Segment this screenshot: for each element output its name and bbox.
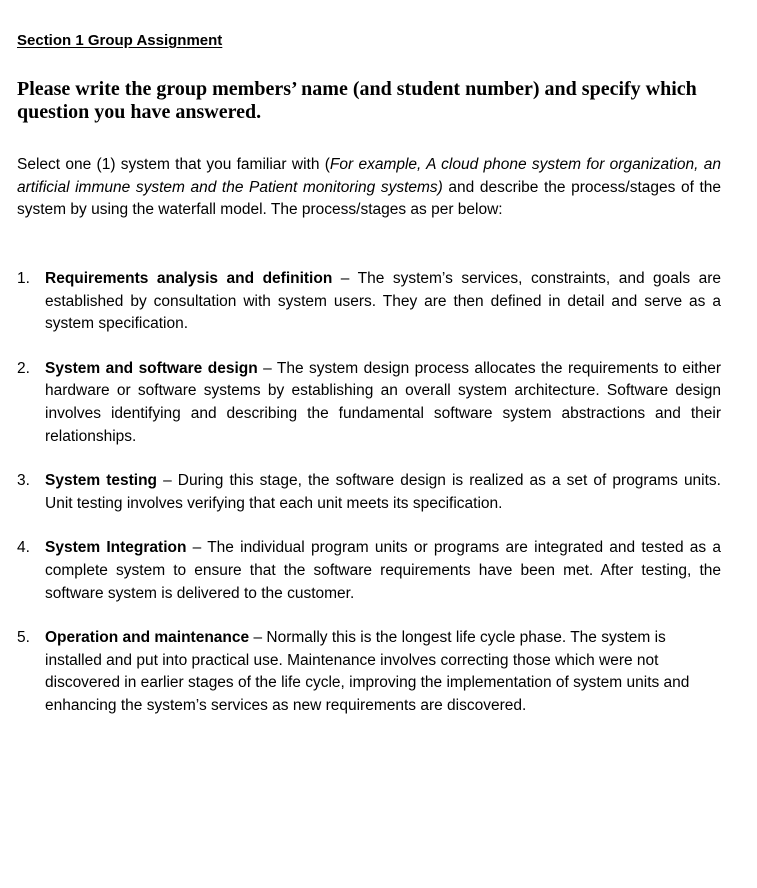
stage-number: 3.: [17, 472, 30, 490]
stage-description: – The system design process allocates the requirements to either hardware or software systems by establishing an overall system architecture. Software design involves identifying and describing the fundamental software system abstractions and their relationships.: [45, 359, 722, 445]
stage-number: 5.: [17, 629, 30, 647]
intro-tail: and describe the process/stages of the system by using the waterfall model. The process/stages as per below:: [17, 178, 721, 219]
stage-number: 1.: [17, 270, 30, 287]
stage-title: System testing: [45, 472, 158, 490]
stage-description: – Normally this is the longest life cycle phase. The system is installed and put into practical use. Maintenance involves correcting those which were not discovered in earlier stages of the life cycle, improving the implementation of system units and enhancing the system’s services as new requirements are discovered.: [45, 629, 690, 714]
stage-number: 4.: [17, 539, 30, 557]
stage-item-integration: [17, 537, 721, 605]
stage-title: System Integration: [45, 539, 187, 557]
stage-description: – The system’s services, constraints, and goals are established by consultation with system users. They are then defined in detail and serve as a system specification.: [45, 270, 721, 333]
stage-item-maintenance: [17, 627, 721, 717]
stage-description: – The individual program units or programs are integrated and tested as a complete system to ensure that the software requirements have been met. After testing, the software system is delivered to the customer.: [45, 539, 721, 602]
waterfall-stages-list: [17, 268, 721, 740]
stage-item-testing: [17, 470, 721, 515]
stage-description: – During this stage, the software design is realized as a set of programs units. Unit testing involves verifying that each unit meets its specification.: [45, 472, 721, 512]
stage-title: System and software design: [45, 359, 258, 377]
assignment-instruction: Please write the group members’ name (and student number) and specify which question you have answered.: [17, 78, 697, 123]
section-title: Section 1 Group Assignment: [17, 32, 223, 49]
intro-example: For example, A cloud phone system for organization, an artificial immune system and the Patient monitoring systems): [17, 156, 721, 196]
stage-item-requirements: [17, 268, 721, 336]
intro-paragraph: [17, 154, 721, 222]
stage-number: 2.: [17, 359, 30, 377]
stage-item-design: [17, 358, 721, 448]
stage-title: Requirements analysis and definition: [45, 270, 333, 287]
stage-title: Operation and maintenance: [45, 629, 250, 647]
intro-lead: Select one (1) system that you familiar with (: [17, 156, 330, 173]
